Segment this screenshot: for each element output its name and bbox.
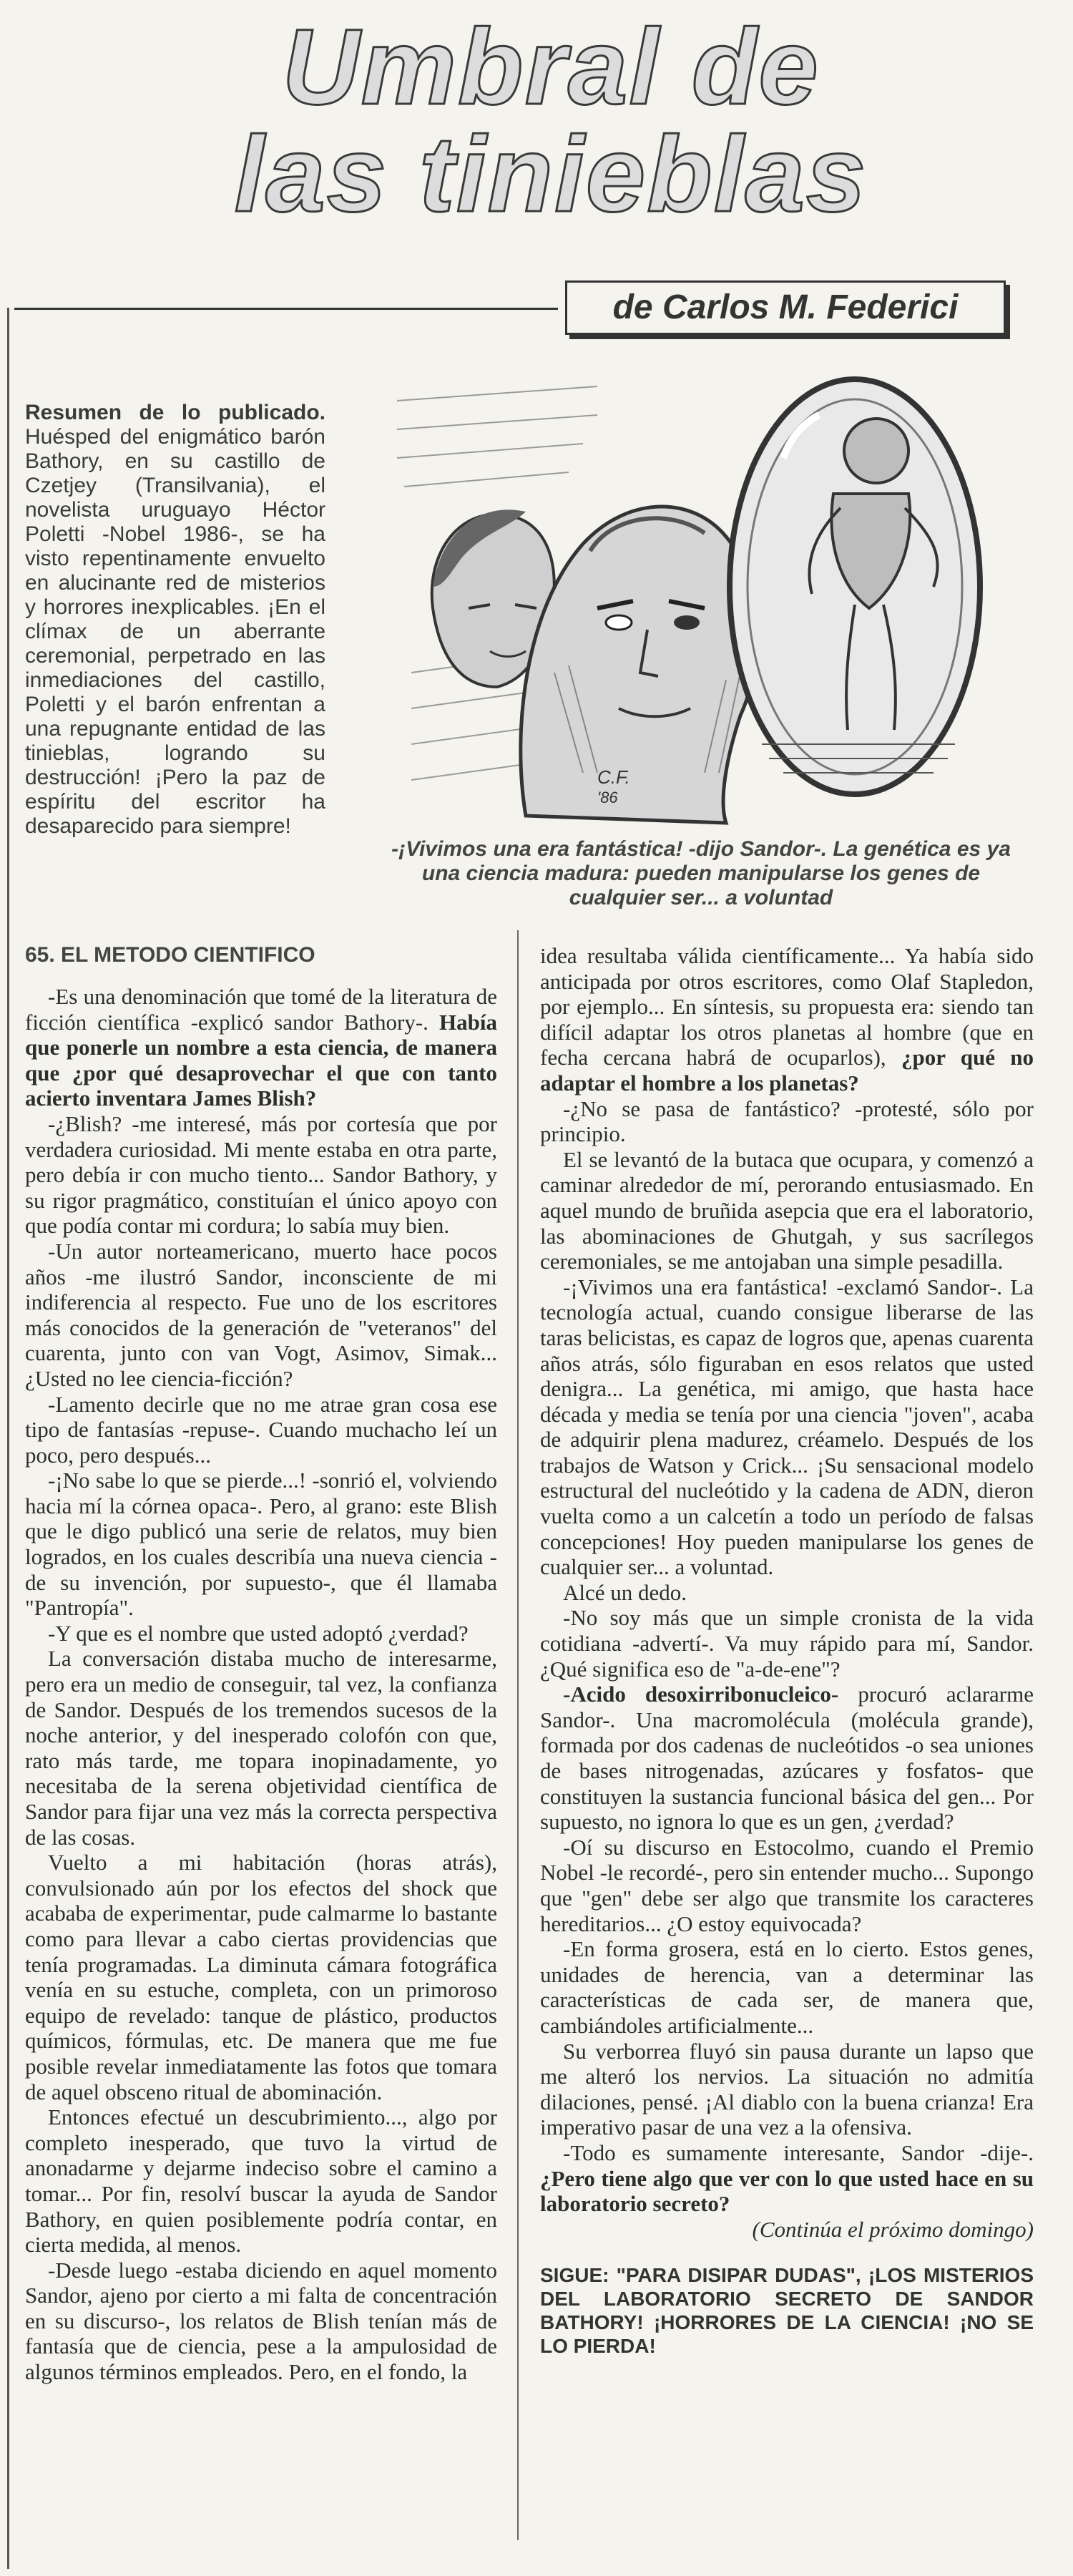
paragraph: -En forma grosera, está en lo cierto. Estos genes, unidades de herencia, van a determinar las características de cada ser, de manera que, cambiándoles artificialmente... (540, 1936, 1034, 2038)
summary-text: Huésped del enigmático barón Bathory, en su castillo de Czetjey (Transilvania), el novelista uruguayo Héctor Poletti -Nobel 1986-, se ha visto repentinamente envuelto en alucinante red de misterios y horrores inexplicables. ¡En el clímax de un aberrante ceremonial, perpetrado en las inmediaciones del castillo, Poletti y el barón enfrentan a una repugnante entidad de las tinieblas, logrando su destrucción! ¡Pero la paz de espíritu del escritor ha desaparecido para siempre! (25, 425, 325, 838)
left-border-rule (7, 308, 9, 2569)
paragraph: Entonces efectué un descubrimiento..., algo por completo inesperado, que tuvo la virtud de anonadarme y dejarme indeciso sobre el camino a tomar... Por fin, resolví buscar la ayuda de Sandor Bathory, en quien posiblemente podría contar, en cierta medida, al menos. (25, 2104, 497, 2258)
left-column (25, 984, 497, 2537)
byline: de Carlos M. Federici (565, 280, 1006, 335)
illustration-caption: -¡Vivimos una era fantástica! -dijo Sandor-. La genética es ya una ciencia madura: pueden manipularse los genes de cualquier ser... a voluntad (391, 837, 1011, 909)
continuation-note: (Continúa el próximo domingo) (752, 2216, 1034, 2242)
paragraph: -¿No se pasa de fantástico? -protesté, sólo por principio. (540, 1096, 1034, 1147)
illustration (383, 372, 1005, 830)
summary-box (25, 401, 325, 839)
paragraph: -¡No sabe lo que se pierde...! -sonrió el, volviendo hacia mí la córnea opaca-. Pero, al grano: este Blish que le digo publicó una serie de relatos, muy bien logrados, en los cuales describía una nueva ciencia -de su invención, por supuesto-, que él llamaba "Pantropía". (25, 1468, 497, 1621)
paragraph: -Desde luego -estaba diciendo en aquel momento Sandor, ajeno por cierto a mi falta de concentración en su discurso-, los relatos de Blish tenían más de fantasía que de ciencia, pese a la ampulosidad de algunos términos empleados. Pero, en el fondo, la (25, 2257, 497, 2385)
paragraph: -No soy más que un simple cronista de la vida cotidiana -advertí-. Va muy rápido para mí, Sandor. ¿Qué significa eso de "a-de-ene"? (540, 1605, 1034, 1682)
glass-capsule (730, 379, 980, 794)
paragraph: El se levantó de la butaca que ocupara, y comenzó a caminar alrededor de mí, perorando entusiasmado. En aquel mundo de bruñida asepcia que era el laboratorio, las abominaciones de Ghutgah, y sus sacrílegos ceremoniales, se me antojaban una simple pesadilla. (540, 1146, 1034, 1274)
paragraph-bold: -Acido desoxirribonucleico- (563, 1682, 839, 1707)
paragraph-bold: ¿Pero tiene algo que ver con lo que usted hace en su laboratorio secreto? (540, 2165, 1034, 2217)
paragraph-text: -Todo es sumamente interesante, Sandor -dije-. (563, 2140, 1034, 2165)
illustration-signature: C.F. (597, 766, 630, 788)
paragraph: -Oí su discurso en Estocolmo, cuando el Premio Nobel -le recordé-, pero sin entender mucho... Supongo que "gen" debe ser algo que transmite los caracteres hereditarios... ¿O estoy equivocada? (540, 1834, 1034, 1936)
summary-lead: Resumen de lo publicado. (25, 401, 325, 424)
paragraph (25, 984, 497, 1111)
section-title: 65. EL METODO CIENTIFICO (25, 943, 315, 967)
paragraph: -Y que es el nombre que usted adoptó ¿verdad? (48, 1620, 469, 1646)
paragraph: Su verborrea fluyó sin pausa durante un lapso que me alteró los nervios. La situación no admitía dilaciones, pensé. ¡Al diablo con la buena crianza! Era imperativo pasar de una vez a la ofensiva. (540, 2038, 1034, 2140)
paragraph: Vuelto a mi habitación (horas atrás), convulsionado aún por los efectos del shock que acababa de experimentar, pude calmarme lo bastante como para llevar a cabo ciertas providencias que tenía programadas. La diminuta cámara fotográfica venía en su estuche, completa, con un primoroso equipo de revelado: tanque de plástico, productos químicos, fórmulas, etc. De manera que me fue posible revelar inmediatamente las fotos que tomara de aquel obsceno ritual de abominación. (25, 1850, 497, 2104)
title-line-2: las tinieblas (234, 114, 868, 234)
next-episode-teaser: SIGUE: "PARA DISIPAR DUDAS", ¡LOS MISTERIOS DEL LABORATORIO SECRETO DE SANDOR BATHORY! ¡HORRORES DE LA CIENCIA! ¡NO SE LO PIERDA! (540, 2264, 1034, 2358)
paragraph: -¡Vivimos una era fantástica! -exclamó Sandor-. La tecnología actual, cuando consigue liberarse de las taras belicistas, es capaz de logros que, apenas cuarenta años atrás, sólo figuraban en esos relatos que usted denigra... La genética, mi amigo, que hasta hace década y media se tenía por una ciencia "joven", acaba de adquirir plena madurez, créamelo. Después de los trabajos de Watson y Crick... ¡Su sensacional modelo estructural del nucleótido y la cadena de ADN, dieron vuelta como a un calcetín a todo un período de falsas concepciones! Hoy pueden manipularse los genes de cualquier ser... a voluntad. (540, 1274, 1034, 1580)
paragraph: -¿Blish? -me interesé, más por cortesía que por verdadera curiosidad. Mi mente estaba en otra parte, pero debía ir con mucho tiento... Sandor Bathory, y su rigor pragmático, constituían el único apoyo con que podía contar mi cordura; lo sabía muy bien. (25, 1111, 497, 1239)
paragraph-bold: ¿por qué no adaptar el hombre a los planetas? (540, 1045, 1034, 1096)
byline-rule (14, 308, 558, 310)
paragraph-text: -Es una denominación que tomé de la literatura de ficción científica -explicó sandor Bathory-. (25, 984, 497, 1035)
paragraph: Alcé un dedo. (563, 1579, 687, 1605)
paragraph-text: procuró aclararme Sandor-. Una macromolécula (molécula grande), formada por dos cadenas de nucleótidos -o sea uniones de bases nitrogenadas, azúcares y fosfatos- que constituyen la sustancia funcional básica del gen... Por supuesto, no ignora lo que es un gen, ¿verdad? (540, 1682, 1034, 1835)
paragraph (540, 2140, 1034, 2217)
paragraph: -Lamento decirle que no me atrae gran cosa ese tipo de fantasías -repuse-. Cuando muchacho leí un poco, pero después... (25, 1391, 497, 1468)
right-column (540, 943, 1034, 2539)
paragraph: -Un autor norteamericano, muerto hace pocos años -me ilustró Sandor, inconsciente de mi indiferencia al respecto. Fue uno de los escritores más conocidos de la generación de "veteranos" del cuarenta, junto con van Vogt, Asimov, Simak... ¿Usted no lee ciencia-ficción? (25, 1238, 497, 1391)
title-line-1: Umbral de (282, 6, 820, 127)
paragraph-bold: Había que ponerle un nombre a esta ciencia, de manera que ¿por qué desaprovechar el que con tanto acierto inventara James Blish? (25, 1009, 497, 1111)
paragraph (540, 943, 1034, 1096)
illustration-svg (383, 372, 1005, 830)
paragraph (540, 1682, 1034, 1835)
paragraph-text: idea resultaba válida científicamente... Ya había sido anticipada por otros escritores, como Olaf Stapledon, por ejemplo... En síntesis, su propuesta era: siendo tan difícil adaptar los otros planetas al hombre (que en fecha cercana habrá de ocuparlos), (540, 943, 1034, 1070)
column-divider (517, 930, 519, 2540)
paragraph: La conversación distaba mucho de interesarme, pero era un medio de conseguir, tal vez, la confianza de Sandor. Después de los tremendos sucesos de la noche anterior, y del inesperado colofón con que, rato más tarde, me topara inopinadamente, yo necesitaba de la serena objetividad científica de Sandor para fijar una vez más la correcta perspectiva de las cosas. (25, 1646, 497, 1850)
illustration-year: '86 (597, 789, 618, 806)
article-title (86, 6, 1016, 234)
byline-row (14, 272, 1059, 351)
